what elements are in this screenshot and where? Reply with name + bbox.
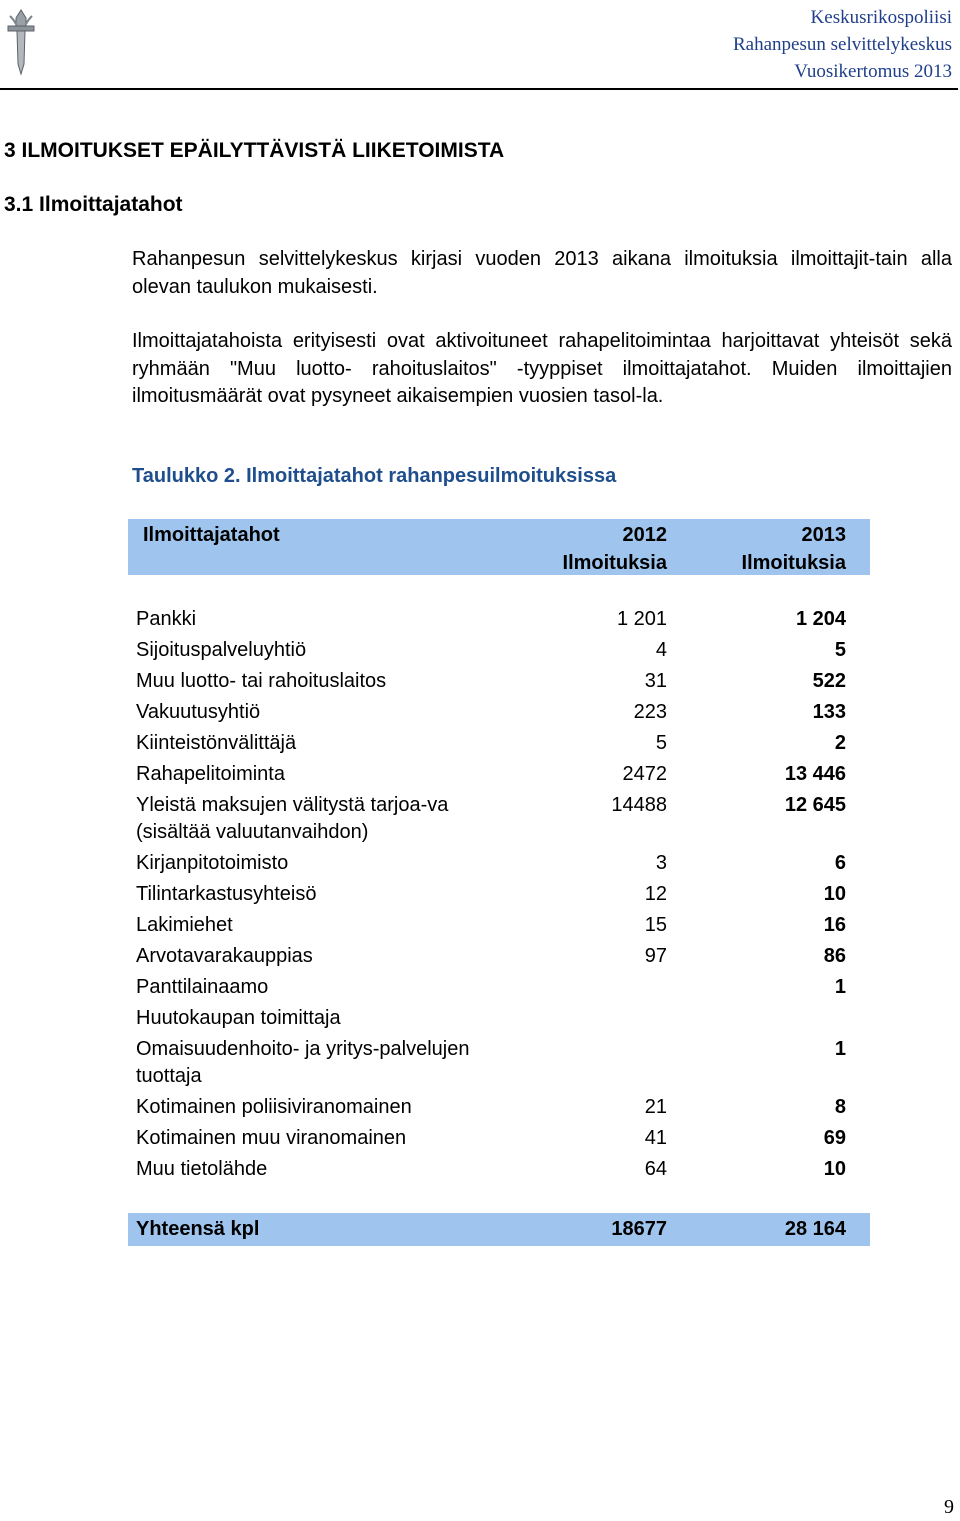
header-2013-label: Ilmoituksia: [741, 552, 846, 574]
row-reporter: Sijoituspalveluyhtiö: [136, 639, 307, 661]
header-report: Vuosikertomus 2013: [794, 61, 952, 82]
row-value-2013: 13 446: [784, 763, 846, 785]
table-header: [128, 519, 870, 575]
table-row: [128, 1003, 870, 1034]
row-value-2012: 1 201: [616, 608, 667, 630]
row-value-2012: 41: [644, 1127, 667, 1149]
table-row: [128, 941, 870, 972]
row-reporter: Lakimiehet: [136, 914, 233, 936]
header-2013-year: 2013: [801, 524, 846, 546]
table-row: [128, 666, 870, 697]
row-reporter: Omaisuudenhoito- ja yritys-palvelujen tuottaja: [136, 1038, 470, 1087]
row-value-2012: 15: [644, 914, 667, 936]
header-2012-year: 2012: [622, 524, 667, 546]
row-value-2013: 1 204: [795, 608, 846, 630]
table-row: [128, 972, 870, 1003]
row-value-2012: 3: [655, 852, 667, 874]
section-title: 3 ILMOITUKSET EPÄILYTTÄVISTÄ LIIKETOIMISTA: [4, 139, 505, 162]
header-reporter: Ilmoittajatahot: [143, 524, 280, 546]
paragraph-detail: Ilmoittajatahoista erityisesti ovat aktivoituneet rahapelitoimintaa harjoittavat yhteisöt sekä ryhmään "Muu luotto- rahoituslaitos" -tyyppiset ilmoittajatahot. Muiden ilmoittajien ilmoitusmäärät ovat pysyneet aikaisempien vuosien tasol-la.: [132, 330, 952, 407]
table-row: [128, 728, 870, 759]
row-value-2013: 5: [834, 639, 846, 661]
row-value-2013: 522: [812, 670, 846, 692]
row-value-2012: 5: [655, 732, 667, 754]
header-2012-label: Ilmoituksia: [562, 552, 667, 574]
row-value-2013: 133: [812, 701, 846, 723]
row-value-2013: 16: [823, 914, 846, 936]
row-value-2013: 8: [834, 1096, 846, 1118]
row-reporter: Kirjanpitotoimisto: [136, 852, 289, 874]
total-2012: 18677: [611, 1218, 667, 1240]
table-row: [128, 1154, 870, 1185]
row-value-2012: 4: [655, 639, 667, 661]
table-caption: Taulukko 2. Ilmoittajatahot rahanpesuilmoituksissa: [132, 465, 617, 487]
row-reporter: Tilintarkastusyhteisö: [136, 883, 317, 905]
row-value-2013: 1: [834, 976, 846, 998]
row-reporter: Kotimainen poliisiviranomainen: [136, 1096, 412, 1118]
row-value-2013: 86: [823, 945, 846, 967]
row-value-2012: 12: [644, 883, 667, 905]
header-2012: [563, 521, 667, 577]
row-reporter: Kotimainen muu viranomainen: [136, 1127, 407, 1149]
row-value-2013: 69: [823, 1127, 846, 1149]
police-emblem-icon: [4, 4, 38, 76]
table-body: [128, 604, 870, 1185]
row-value-2013: 2: [834, 732, 846, 754]
row-value-2013: 10: [823, 1158, 846, 1180]
table-row: [128, 910, 870, 941]
row-reporter: Panttilainaamo: [136, 976, 269, 998]
table-row: [128, 1034, 870, 1092]
row-reporter: Vakuutusyhtiö: [136, 701, 261, 723]
section-subtitle: 3.1 Ilmoittajatahot: [4, 193, 183, 216]
row-value-2013: 6: [834, 852, 846, 874]
row-value-2012: 31: [644, 670, 667, 692]
row-value-2012: 64: [644, 1158, 667, 1180]
table-total-row: [128, 1213, 870, 1246]
row-value-2012: 2472: [622, 763, 667, 785]
header-2013: [742, 521, 846, 577]
row-reporter: Yleistä maksujen välitystä tarjoa-va (sisältää valuutanvaihdon): [136, 794, 449, 843]
row-value-2013: 10: [823, 883, 846, 905]
total-label: Yhteensä kpl: [136, 1218, 260, 1240]
row-reporter: Huutokaupan toimittaja: [136, 1007, 341, 1029]
row-reporter: Pankki: [136, 608, 197, 630]
table-row: [128, 604, 870, 635]
row-value-2012: 14488: [611, 794, 667, 816]
table-row: [128, 848, 870, 879]
header-org: Keskusrikospoliisi: [810, 7, 952, 28]
header-unit: Rahanpesun selvittelykeskus: [733, 34, 952, 55]
row-value-2012: 97: [644, 945, 667, 967]
document-header: [733, 4, 952, 85]
page-number: 9: [944, 1496, 954, 1518]
table-row: [128, 759, 870, 790]
table-row: [128, 1123, 870, 1154]
table-row: [128, 697, 870, 728]
header-divider: [0, 88, 958, 90]
row-reporter: Arvotavarakauppias: [136, 945, 313, 967]
row-reporter: Muu tietolähde: [136, 1158, 268, 1180]
total-2013: 28 164: [784, 1218, 846, 1240]
table-row: [128, 1092, 870, 1123]
row-value-2013: 12 645: [784, 794, 846, 816]
table-row: [128, 790, 870, 848]
paragraph-intro: Rahanpesun selvittelykeskus kirjasi vuoden 2013 aikana ilmoituksia ilmoittajit-tain alla olevan taulukon mukaisesti.: [132, 248, 952, 298]
table-row: [128, 879, 870, 910]
row-reporter: Rahapelitoiminta: [136, 763, 285, 785]
row-reporter: Muu luotto- tai rahoituslaitos: [136, 670, 387, 692]
row-value-2012: 21: [644, 1096, 667, 1118]
row-reporter: Kiinteistönvälittäjä: [136, 732, 297, 754]
table-row: [128, 635, 870, 666]
row-value-2013: 1: [834, 1038, 846, 1060]
row-value-2012: 223: [633, 701, 667, 723]
